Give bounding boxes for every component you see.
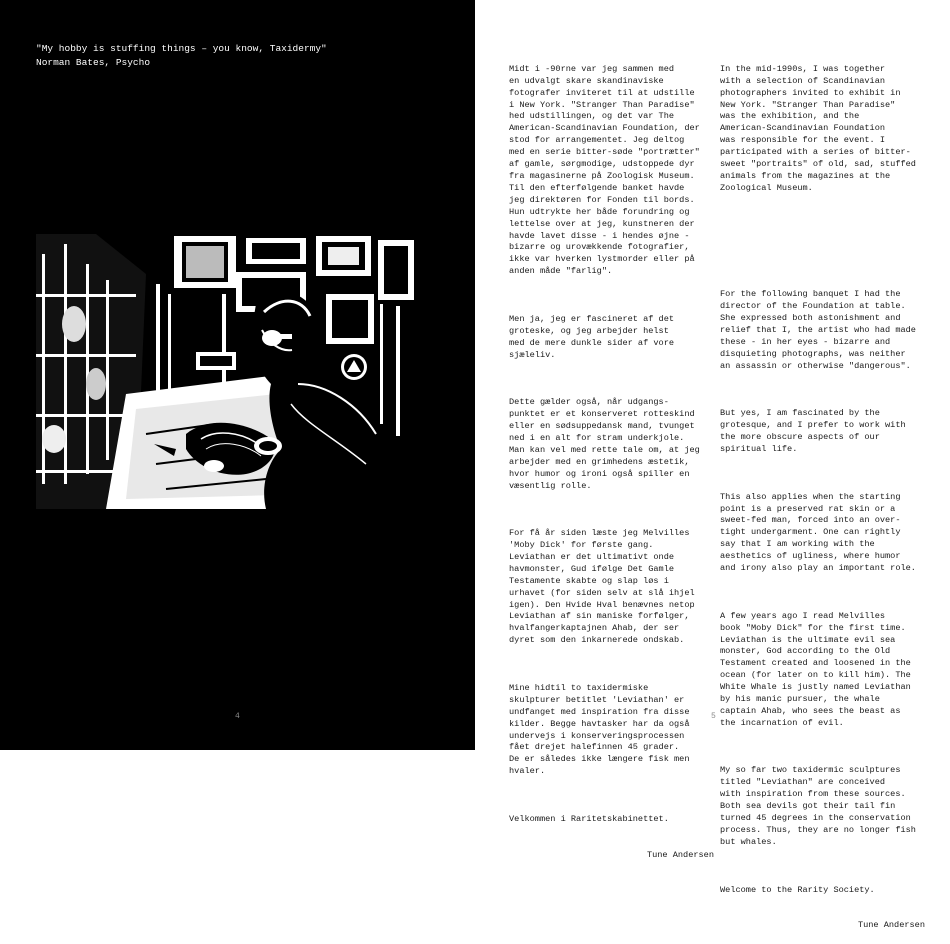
page-number-left: 4 [235,712,240,721]
epigraph [36,42,456,70]
taxidermist-photo-image [36,234,415,509]
english-closing: Welcome to the Rarity Society. [720,884,875,895]
english-paragraph-6: My so far two taxidermic sculptures titled "Leviathan" are conceived with inspiration from these sources. Both sea devils got their tail fin turned 45 degrees in the conservation process. Thus, they are no longer fish but whales. [720,765,916,847]
danish-closing: Velkommen i Raritetskabinettet. [509,813,669,824]
left-page [0,0,475,750]
english-spacer [720,230,925,265]
english-paragraph-2: For the following banquet I had the director of the Foundation at table. She expressed both astonishment and relief that I, the artist who had made these - in her eyes - bizarre and disquieting photographs, was neither an assassin or otherwise "dangerous". [720,289,916,371]
danish-paragraph-1: Midt i -90rne var jeg sammen med en udvalgt skare skandinaviske fotografer inviteret til at udstille i New York. "Stranger Than Paradise" hed udstillingen, og det var The American-Scandinavian Foundation, der stod for arrangementet. Jeg deltog med en serie bitter-søde "portrætter" af gamle, sørgmodige, udstoppede dyr fra magasinerne på Zoologisk Museum. Til den efterfølgende banket havde jeg direktøren for Fonden til bords. Hun udtrykte her både forundring og lettelse over at jeg, kunstneren der havde lavet disse - i hendes øjne - bizarre og urovækkende fotografier, ikke var hverken lystmorder eller på anden måde "farlig". [509,63,700,277]
english-paragraph-5: A few years ago I read Melvilles book "Moby Dick" for the first time. Leviathan is the ultimate evil sea monster, God according to the Old Testament created and loosened in the ocean (for later on to kill him). The White Whale is justly named Leviathan by his manic pursuer, the whale captain Ahab, who sees the beast as the incarnation of evil. [720,610,911,728]
danish-paragraph-5: Mine hidtil to taxidermiske skulpturer betitlet 'Leviathan' er undfanget med inspiration fra disse kilder. Begge havtasker har da også undervejs i konserveringsprocessen fået drejet halefinnen 45 grader. De er således ikke længere fisk men hvaler. [509,682,690,777]
english-paragraph-3: But yes, I am fascinated by the grotesque, and I prefer to work with the more obscure aspects of our spiritual life. [720,408,906,455]
page-number-right: 5 [711,712,716,721]
english-paragraph-4: This also applies when the starting point is a preserved rat skin or a sweet-fed man, forced into an over- tight undergarment. One can rightly say that I am working with the aesthetics of ugliness, where humor and irony also play an important role. [720,491,916,574]
danish-paragraph-4: For få år siden læste jeg Melvilles 'Moby Dick' for første gang. Leviathan er det ultimativt onde havmonster, Gud ifølge Det Gamle Testamente skabte og slap løs i urhavet (for siden selv at slå ihjel igen). Den Hvide Hval benævnes netop Leviathan af sin maniske forfølger, hvalfangerkaptajnen Ahab, der ser dyret som den inkarnerede ondskab. [509,528,695,646]
english-column [720,40,925,944]
taxidermist-photo [36,234,415,509]
epigraph-quote: "My hobby is stuffing things – you know, Taxidermy" [36,43,327,54]
danish-column [509,40,714,873]
english-paragraph-1: In the mid-1990s, I was together with a selection of Scandinavian photographers invited to exhibit in New York. "Stranger Than Paradise" was the exhibition, and the American-Scandinavian Foundation was responsible for the event. I participated with a series of bitter- sweet "portraits" of old, sad, stuffed animals from the magazines at the Zoological Museum. [720,63,916,193]
epigraph-attribution: Norman Bates, Psycho [36,57,151,68]
danish-paragraph-2: Men ja, jeg er fascineret af det groteske, og jeg arbejder helst med de mere dunkle sider af vore sjæleliv. [509,313,675,360]
danish-signature: Tune Andersen [646,849,714,860]
danish-paragraph-3: Dette gælder også, når udgangs- punktet er et konserveret rotteskind eller en sødsuppedansk mand, tvunget ned i en alt for stram underkjole. Man kan vel med rette tale om, at jeg arbejder med en grimhedens æstetik, hvor humor og ironi også spiller en væsentlig rolle. [509,397,700,491]
english-signature: Tune Andersen [857,920,925,931]
